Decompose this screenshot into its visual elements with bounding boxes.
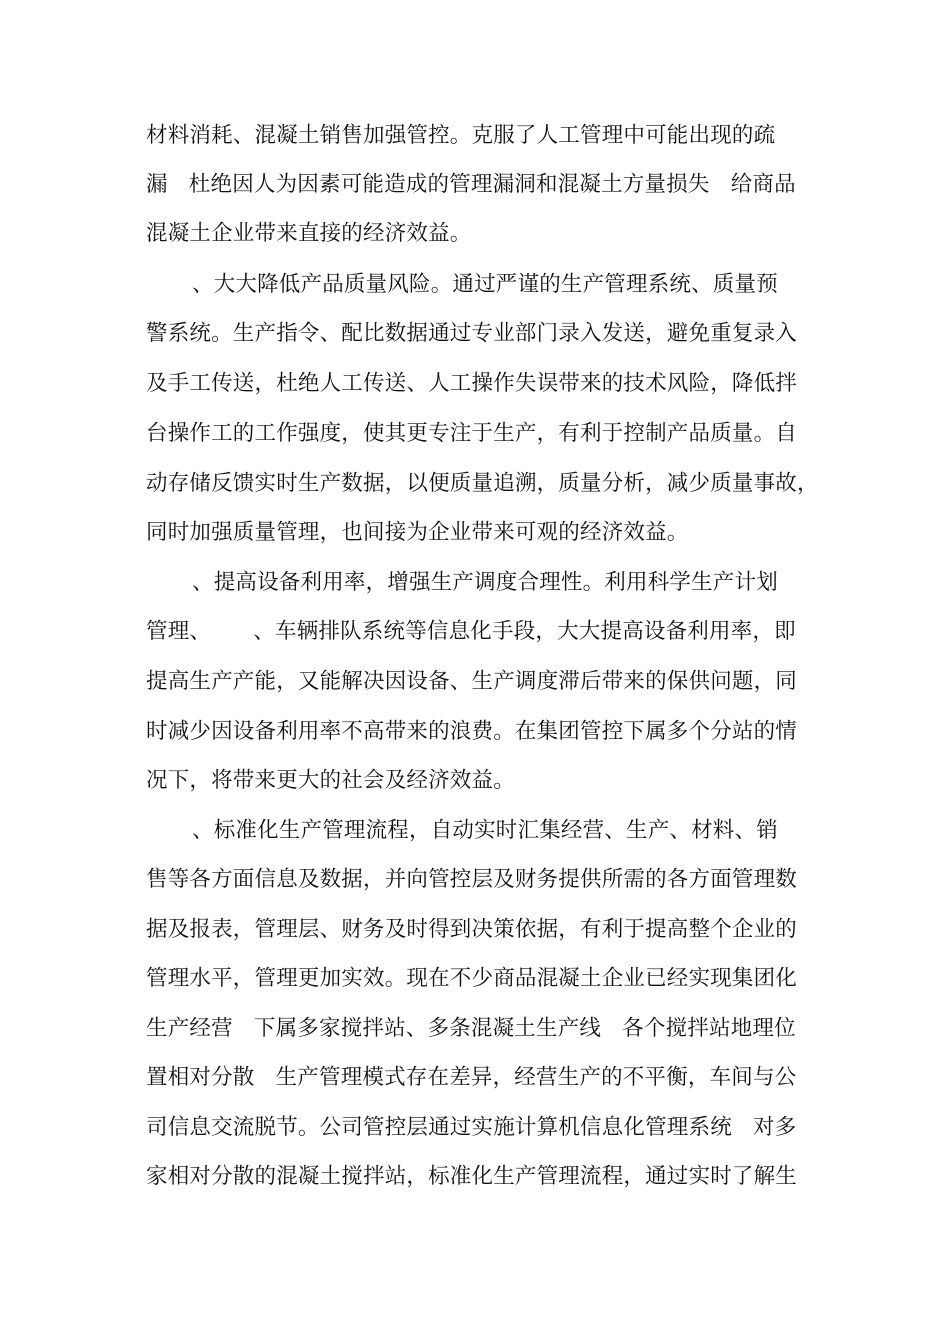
text-line: 台操作工的工作强度，使其更专注于生产，有利于控制产品质量。自 xyxy=(146,421,798,446)
text-line: 况下，将带来更大的社会及经济效益。 xyxy=(146,768,515,793)
paragraph-first-line: 、提高设备利用率，增强生产调度合理性。利用科学生产计划 xyxy=(192,570,778,595)
text-line: 生产经营 下属多家搅拌站、多条混凝土生产线 各个搅拌站地理位 xyxy=(146,1016,796,1041)
paragraph-first-line: 、大大降低产品质量风险。通过严谨的生产管理系统、质量预 xyxy=(192,272,778,297)
text-line: 司信息交流脱节。公司管控层通过实施计算机信息化管理系统 对多 xyxy=(146,1115,797,1140)
text-line: 漏 杜绝因人为因素可能造成的管理漏洞和混凝土方量损失 给商品 xyxy=(146,172,796,197)
text-line: 混凝土企业带来直接的经济效益。 xyxy=(146,221,472,246)
text-line: 售等各方面信息及数据，并向管控层及财务提供所需的各方面管理数 xyxy=(146,867,798,892)
text-line: 及手工传送，杜绝人工传送、人工操作失误带来的技术风险，降低拌 xyxy=(146,371,798,396)
text-line: 管理水平，管理更加实效。现在不少商品混凝土企业已经实现集团化 xyxy=(146,966,798,991)
text-line: 家相对分散的混凝土搅拌站，标准化生产管理流程，通过实时了解生 xyxy=(146,1164,798,1189)
text-line: 同时加强质量管理，也间接为企业带来可观的经济效益。 xyxy=(146,520,689,545)
text-line: 提高生产产能，又能解决因设备、生产调度滞后带来的保供问题，同 xyxy=(146,669,798,694)
text-line: 动存储反馈实时生产数据，以便质量追溯，质量分析，减少质量事故， xyxy=(146,471,819,496)
text-line: 据及报表，管理层、财务及时得到决策依据，有利于提高整个企业的 xyxy=(146,917,798,942)
text-line: 时减少因设备利用率不高带来的浪费。在集团管控下属多个分站的情 xyxy=(146,719,798,744)
text-line: 置相对分散 生产管理模式存在差异，经营生产的不平衡，车间与公 xyxy=(146,1065,797,1090)
text-line: 警系统。生产指令、配比数据通过专业部门录入发送，避免重复录入 xyxy=(146,321,798,346)
paragraph-first-line: 、标准化生产管理流程，自动实时汇集经营、生产、材料、销 xyxy=(192,818,778,843)
text-line: 材料消耗、混凝土销售加强管控。克服了人工管理中可能出现的疏 xyxy=(146,123,776,148)
text-line: 管理、 、车辆排队系统等信息化手段，大大提高设备利用率，即 xyxy=(146,619,796,644)
